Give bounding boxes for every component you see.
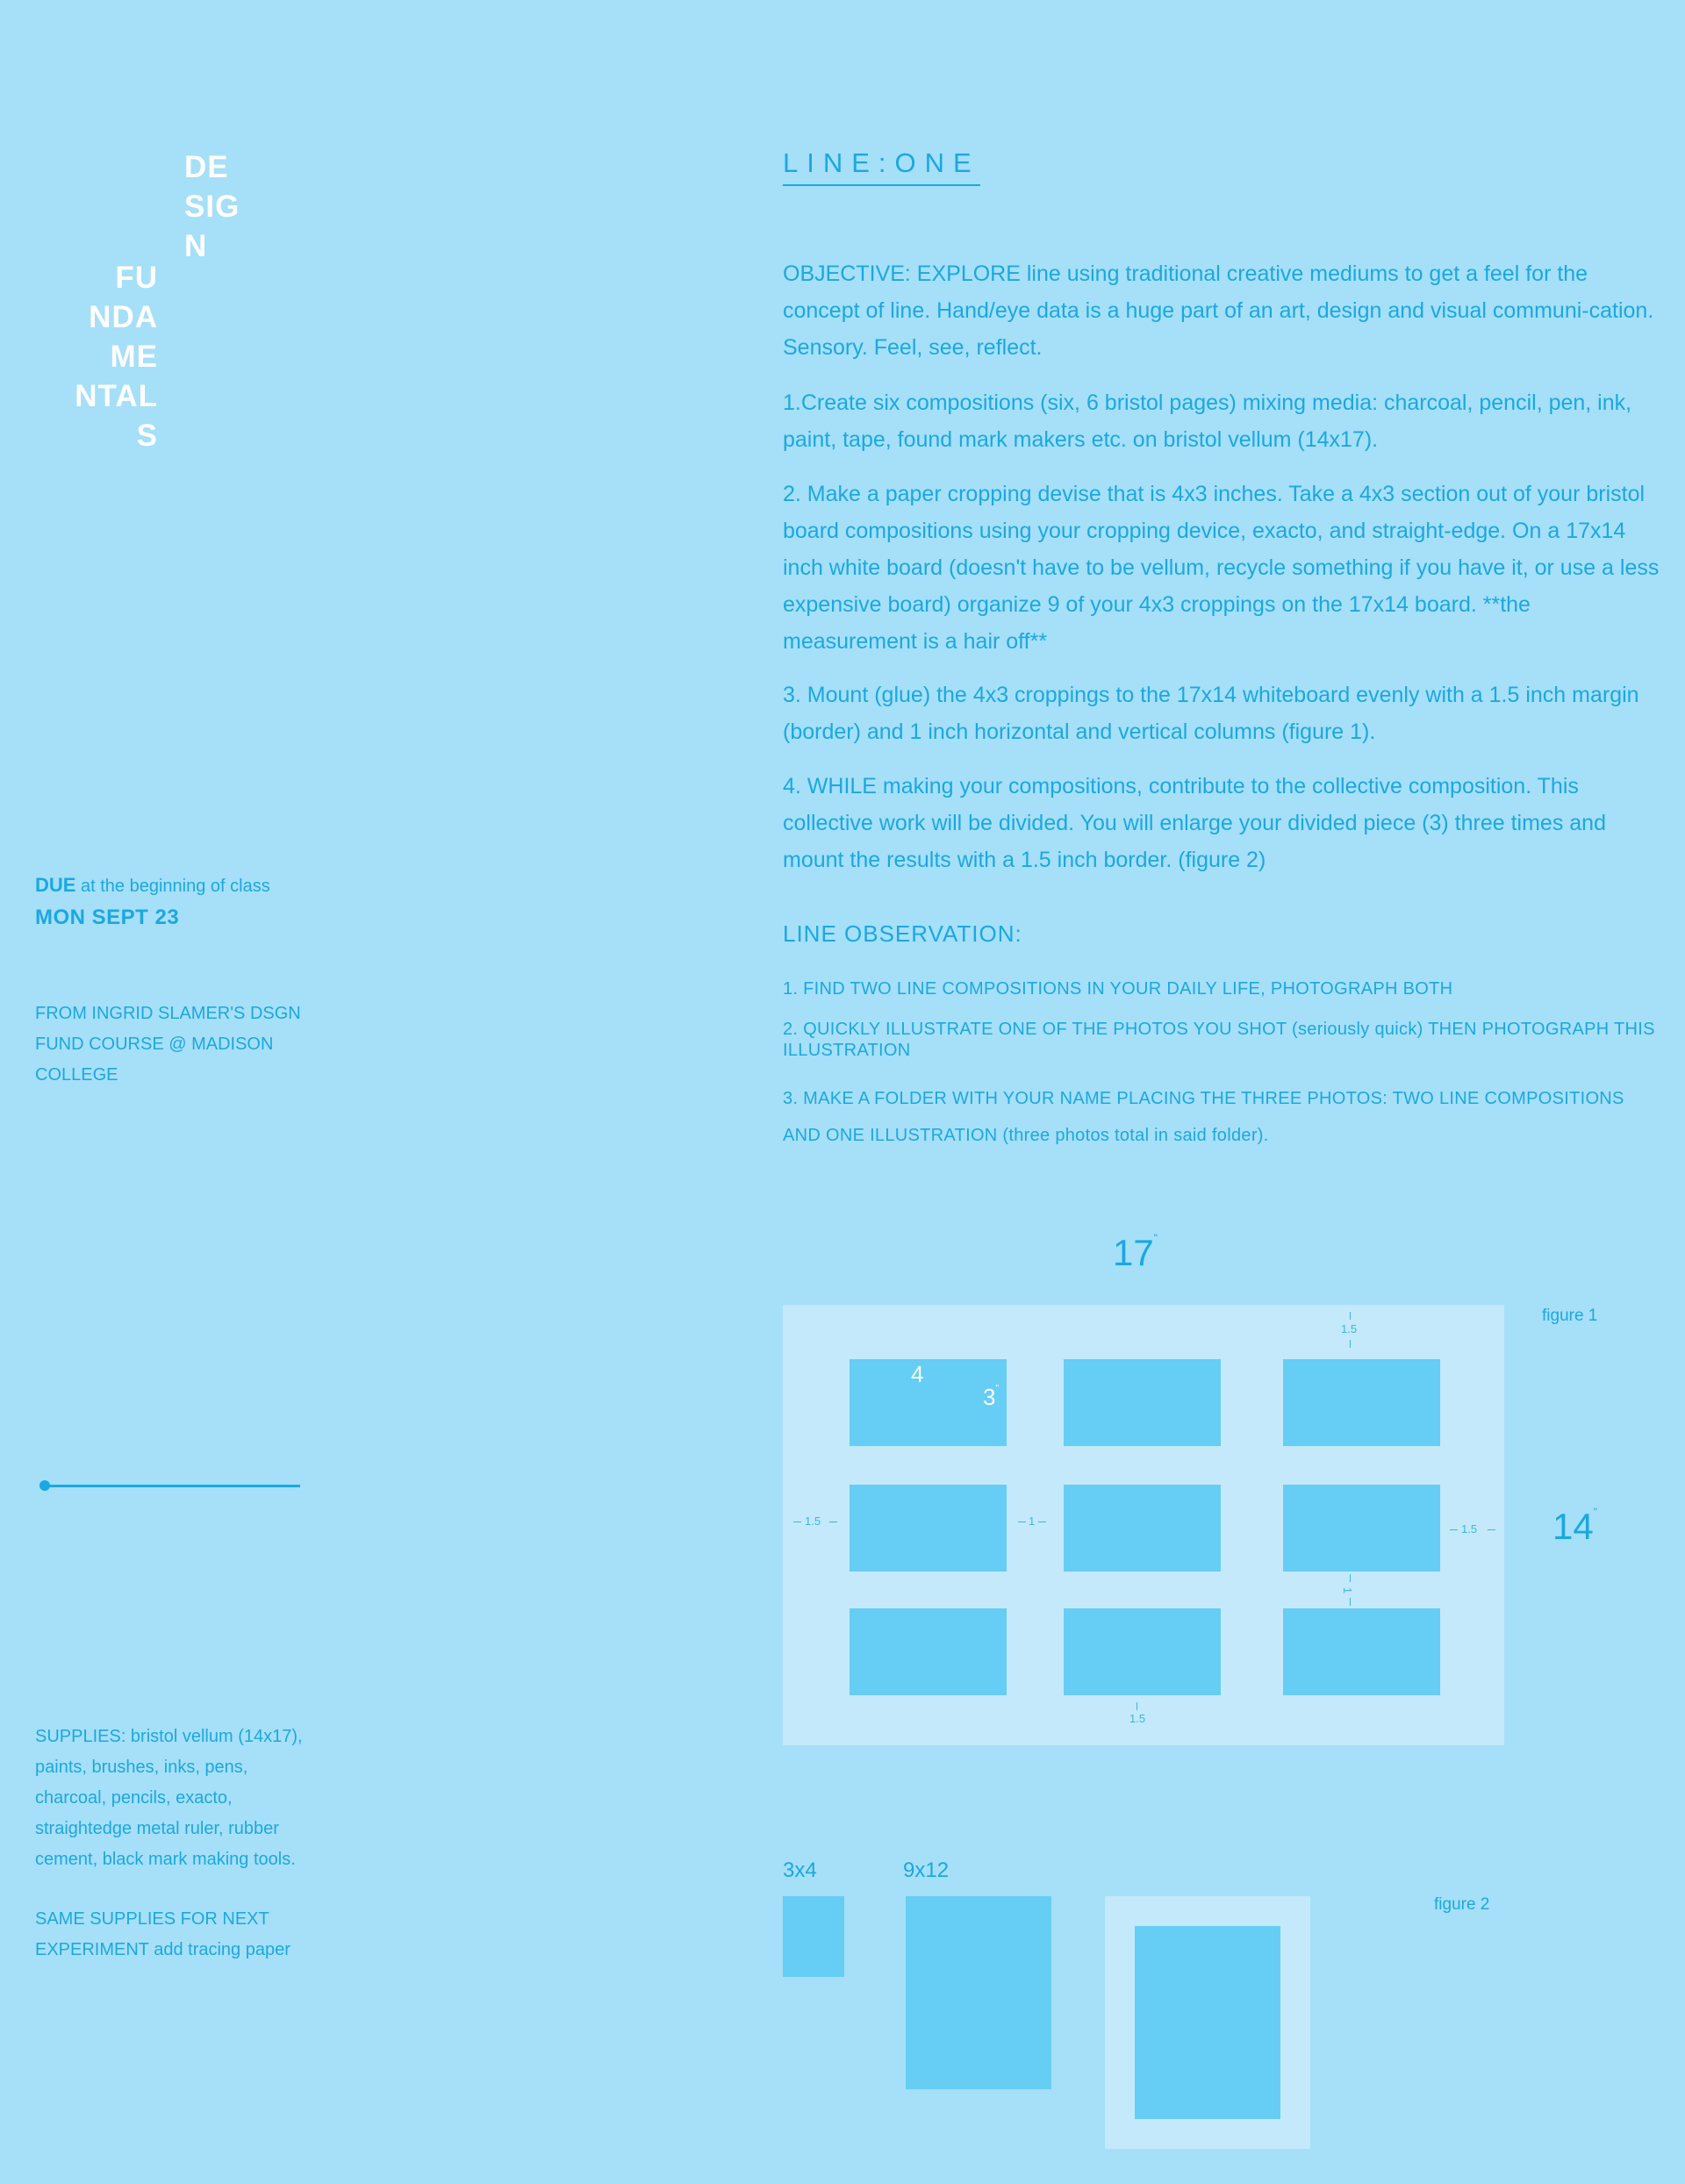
small-piece [783, 1896, 844, 1977]
cropping [850, 1485, 1007, 1572]
cropping [1283, 1359, 1440, 1446]
figure-1-label: figure 1 [1542, 1307, 1598, 1325]
figure-2-label: figure 2 [1434, 1895, 1490, 1914]
gutter-label: 1 [1029, 1514, 1036, 1528]
dimension-tick [1488, 1529, 1495, 1530]
step-paragraph: 2. Make a paper cropping devise that is 4x3 inches. Take a 4x3 section out of your bristol board compositions using your cropping device, exacto, and straight-edge. On a 17x14 inch white board (doesn't have to be vellum, recycle something if you have it, or use a less expensive board) organize 9 of your 4x3 croppings on the 17x14 board. **the measurement is a hair off** [783, 482, 1660, 654]
cropping [850, 1608, 1007, 1695]
step-paragraph: 4. WHILE making your compositions, contribute to the collective composition. This collective work will be divided. You will enlarge your divided piece (3) three times and mount the results with a 1.5 inch border. (figure 2) [783, 774, 1606, 872]
dimension-tick [1350, 1340, 1351, 1348]
left-margin-label: 1.5 [805, 1514, 821, 1528]
right-margin-label: 1.5 [1461, 1522, 1478, 1536]
logo-line: DE [184, 150, 229, 184]
width-dimension: 17" [1113, 1232, 1158, 1273]
cropping [1283, 1485, 1440, 1572]
logo-line: SIG [184, 190, 240, 224]
mounting-board [783, 1305, 1504, 1745]
cropping [1283, 1608, 1440, 1695]
dimension-tick [1350, 1574, 1351, 1582]
observation-item: 2. QUICKLY ILLUSTRATE ONE OF THE PHOTOS YOU SHOT (seriously quick) THEN PHOTOGRAPH THIS ILLUSTRATION [783, 1020, 1655, 1060]
logo-line: S [136, 419, 158, 453]
objective-paragraph: OBJECTIVE: EXPLORE line using traditional creative mediums to get a feel for the concept of line. Hand/eye data is a huge part of an art, design and visual communi-cation. Sensory. Feel, see, reflect. [783, 261, 1654, 360]
height-dimension: 14" [1552, 1506, 1597, 1547]
step-paragraph: 3. Mount (glue) the 4x3 croppings to the 17x14 whiteboard evenly with a 1.5 inch margin (border) and 1 inch horizontal and vertical columns (figure 1). [783, 683, 1639, 744]
next-supplies-text: SAME SUPPLIES FOR NEXT EXPERIMENT add tracing paper [35, 1909, 290, 1959]
due-text: at the beginning of class [75, 877, 270, 896]
bottom-margin-label: 1.5 [1129, 1712, 1146, 1725]
logo-line: ME [110, 340, 158, 374]
small-size-label: 3x4 [783, 1858, 817, 1882]
observation-item: 1. FIND TWO LINE COMPOSITIONS IN YOUR DAILY LIFE, PHOTOGRAPH BOTH [783, 979, 1453, 999]
logo-line: FU [115, 261, 158, 295]
logo-line: NTAL [75, 379, 158, 413]
crop-width-label: 4 [911, 1361, 924, 1387]
row-gutter-label: 1 [1341, 1586, 1355, 1594]
enlarged-piece [906, 1896, 1051, 2089]
course-credit: FROM INGRID SLAMER'S DSGN FUND COURSE @ MADISON COLLEGE [35, 1004, 301, 1085]
supplies-text: SUPPLIES: bristol vellum (14x17), paints, brushes, inks, pens, charcoal, pencils, exacto, straightedge metal ruler, rubber cement, black mark making tools. [35, 1727, 303, 1869]
top-margin-label: 1.5 [1341, 1322, 1358, 1335]
mounted-piece [1135, 1926, 1280, 2119]
observation-item: 3. MAKE A FOLDER WITH YOUR NAME PLACING THE THREE PHOTOS: TWO LINE COMPOSITIONS AND ONE ILLUSTRATION (three photos total in said folder). [783, 1089, 1624, 1145]
observation-heading: LINE OBSERVATION: [783, 920, 1022, 947]
dimension-tick [1450, 1529, 1458, 1530]
dimension-tick [1136, 1702, 1137, 1710]
step-paragraph: 1.Create six compositions (six, 6 bristol pages) mixing media: charcoal, pencil, pen, ink, paint, tape, found mark makers etc. on bristol vellum (14x17). [783, 390, 1632, 452]
dimension-tick [1350, 1312, 1351, 1320]
cropping [1064, 1485, 1221, 1572]
dimension-tick [1350, 1598, 1351, 1606]
page-title: LINE:ONE [783, 146, 980, 186]
mounted-mat [1105, 1896, 1310, 2149]
large-size-label: 9x12 [903, 1858, 950, 1882]
due-date: MON SEPT 23 [35, 906, 180, 929]
logo-line: NDA [89, 300, 158, 334]
cropping [1064, 1608, 1221, 1695]
divider-line [46, 1485, 300, 1487]
due-line [35, 874, 270, 897]
logo-line: N [184, 229, 208, 263]
divider-dot [39, 1480, 50, 1491]
crop-height-label: 3" [983, 1384, 1000, 1410]
cropping [1064, 1359, 1221, 1446]
due-label: DUE [35, 874, 76, 896]
